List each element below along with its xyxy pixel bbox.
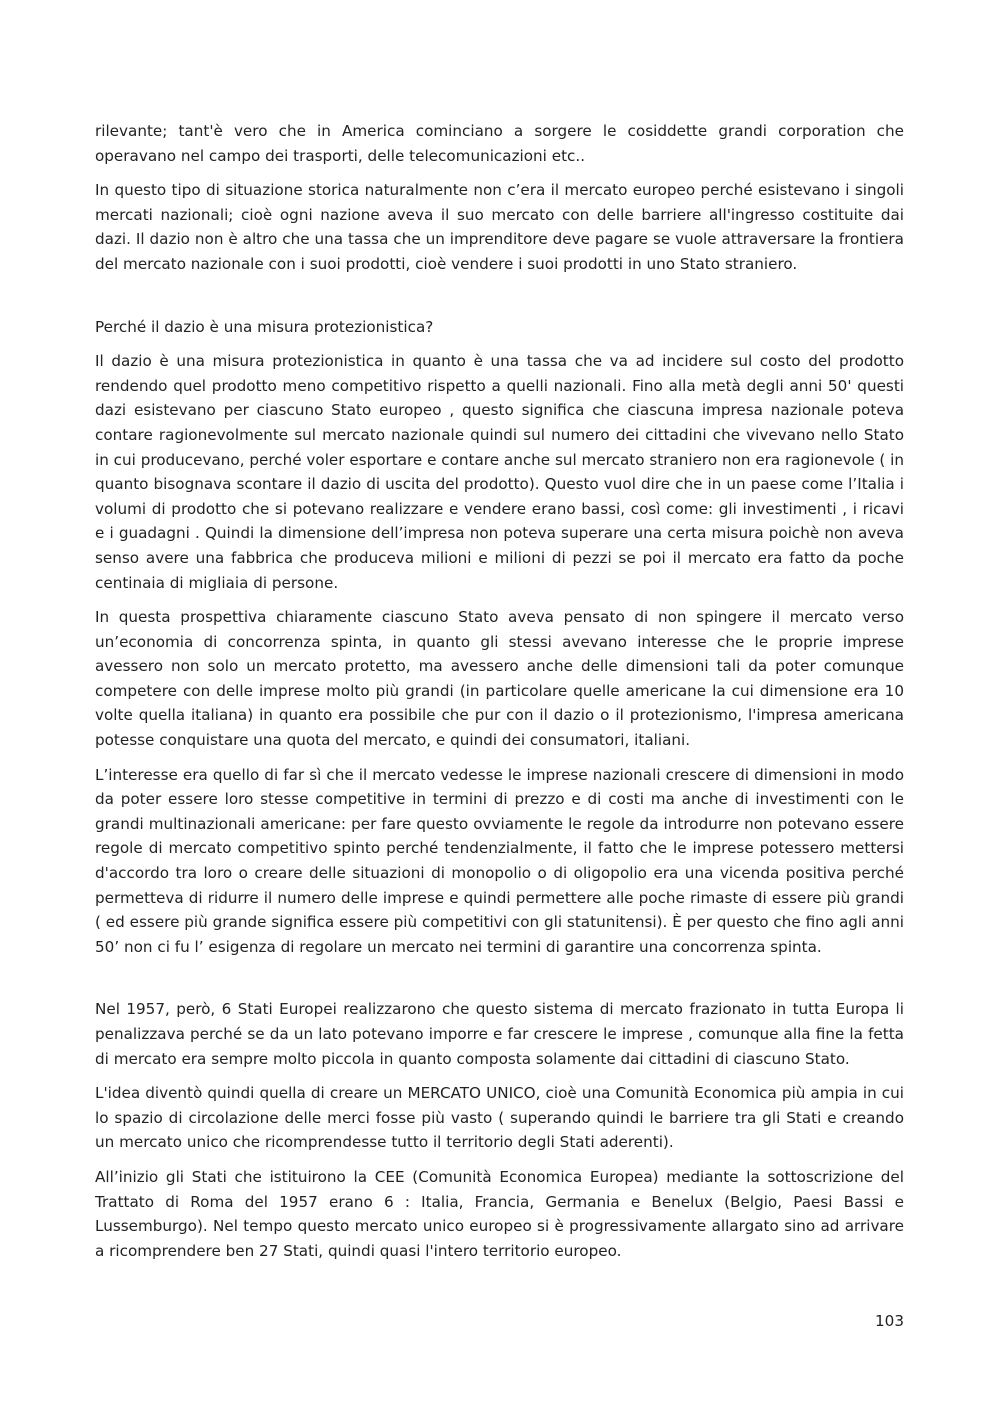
paragraph: L'idea diventò quindi quella di creare un MERCATO UNICO, cioè una Comunità Economica più ampia in cui lo spazio di circolazione delle merci fosse più vasto ( superando quindi le barriere tra gli Stati e creando un mercato unico che ricomprendesse tutto il territorio degli Stati aderenti). [95, 1084, 904, 1152]
paragraph: Il dazio è una misura protezionistica in quanto è una tassa che va ad incidere sul costo del prodotto rendendo quel prodotto meno competitivo rispetto a quelli nazionali. Fino alla metà degli anni 50' questi dazi esistevano per ciascuno Stato europeo , questo significa che ciascuna impresa nazionale poteva contare ragionevolmente sul mercato nazionale quindi sul numero dei cittadini che vivevano nello Stato in cui producevano, perché voler esportare e contare anche sul mercato straniero non era ragionevole ( in quanto bisognava scontare il dazio di uscita del prodotto). Questo vuol dire che in un paese come l’Italia i volumi di prodotto che si potevano realizzare e vendere erano bassi, così come: gli investimenti , i ricavi e i guadagni . Quindi la dimensione dell’impresa non poteva superare una certa misura poichè non aveva senso avere una fabbrica che produceva milioni e milioni di pezzi se poi il mercato era fatto da poche centinaia di migliaia di persone. [95, 352, 904, 592]
paragraph: rilevante; tant'è vero che in America cominciano a sorgere le cosiddette grandi corporation che operavano nel campo dei trasporti, delle telecomunicazioni etc.. [95, 122, 904, 165]
page-number: 103 [875, 1312, 904, 1330]
paragraph: Nel 1957, però, 6 Stati Europei realizzarono che questo sistema di mercato frazionato in tutta Europa li penalizzava perché se da un lato potevano imporre e far crescere le imprese , comunque alla fine la fetta di mercato era sempre molto piccola in quanto composta solamente dai cittadini di ciascuno Stato. [95, 1000, 904, 1068]
paragraph: In questa prospettiva chiaramente ciascuno Stato aveva pensato di non spingere il mercato verso un’economia di concorrenza spinta, in quanto gli stessi avevano interesse che le proprie imprese avessero non solo un mercato protetto, ma avessero anche delle dimensioni tali da poter comunque competere con delle imprese molto più grandi (in particolare quelle americane la cui dimensione era 10 volte quella italiana) in quanto era possibile che pur con il dazio o il protezionismo, l'impresa americana potesse conquistare una quota del mercato, e quindi dei consumatori, italiani. [95, 608, 904, 750]
section-question: Perché il dazio è una misura protezionistica? [95, 317, 434, 336]
page-body [95, 119, 904, 1273]
paragraph: All’inizio gli Stati che istituirono la CEE (Comunità Economica Europea) mediante la sottoscrizione del Trattato di Roma del 1957 erano 6 : Italia, Francia, Germania e Benelux (Belgio, Paesi Bassi e Lussemburgo). Nel tempo questo mercato unico europeo si è progressivamente allargato sino ad arrivare a ricomprendere ben 27 Stati, quindi quasi l'intero territorio europeo. [95, 1167, 904, 1260]
paragraph: L’interesse era quello di far sì che il mercato vedesse le imprese nazionali crescere di dimensioni in modo da poter essere loro stesse competitive in termini di prezzo e di costi ma anche di investimenti con le grandi multinazionali americane: per fare questo ovviamente le regole da introdurre non potevano essere regole di mercato competitivo spinto perché tendenzialmente, il fatto che le imprese potessero mettersi d'accordo tra loro o creare delle situazioni di monopolio o di oligopolio era una vicenda positiva perché permetteva di ridurre il numero delle imprese e quindi permettere alle poche rimaste di essere più grandi ( ed essere più grande significa essere più competitivi con gli statunitensi). È per questo che fino agli anni 50’ non ci fu l’ esigenza di regolare un mercato nei termini di garantire una concorrenza spinta. [95, 765, 904, 956]
paragraph: In questo tipo di situazione storica naturalmente non c’era il mercato europeo perché esistevano i singoli mercati nazionali; cioè ogni nazione aveva il suo mercato con delle barriere all'ingresso costituite dai dazi. Il dazio non è altro che una tassa che un imprenditore deve pagare se vuole attraversare la frontiera del mercato nazionale con i suoi prodotti, cioè vendere i suoi prodotti in uno Stato straniero. [95, 181, 904, 273]
